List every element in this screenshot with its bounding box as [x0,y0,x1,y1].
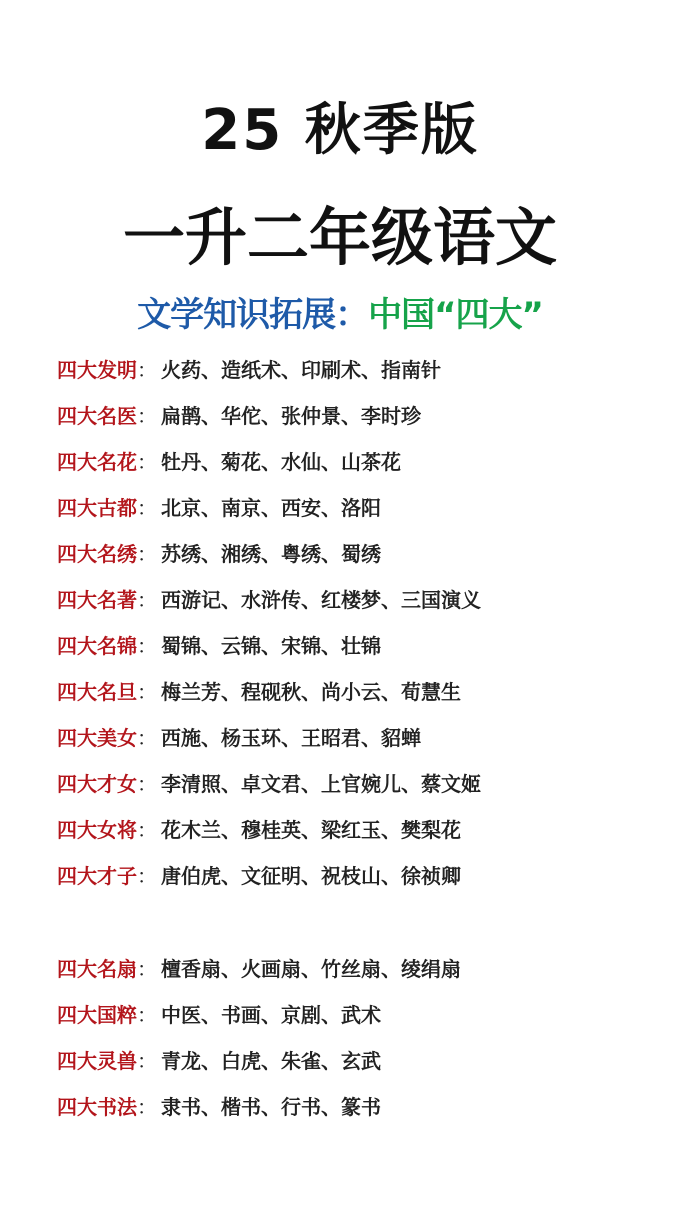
item-values: 牡丹、菊花、水仙、山茶花 [161,450,401,474]
item-values: 李清照、卓文君、上官婉儿、蔡文姬 [161,772,481,796]
list-item [57,538,657,584]
item-values: 唐伯虎、文征明、祝枝山、徐祯卿 [161,864,461,888]
list-item [57,768,657,814]
subtitle-part-2: 中国“四大” [368,295,543,335]
list-item [57,953,657,999]
item-colon: ： [137,772,157,796]
item-label: 四大灵兽 [57,1049,137,1073]
item-values: 北京、南京、西安、洛阳 [161,496,381,520]
item-values: 中医、书画、京剧、武术 [161,1003,381,1027]
item-label: 四大名扇 [57,957,137,981]
item-label: 四大发明 [57,358,137,382]
item-values: 檀香扇、火画扇、竹丝扇、绫绢扇 [161,957,461,981]
item-label: 四大才女 [57,772,137,796]
title-line-2: 一升二年级语文 [122,201,557,274]
list-item [57,492,657,538]
list-item [57,860,657,906]
item-values: 西游记、水浒传、红楼梦、三国演义 [161,588,481,612]
list-item [57,446,657,492]
item-colon: ： [137,542,157,566]
item-label: 四大女将 [57,818,137,842]
item-label: 四大国粹 [57,1003,137,1027]
list-item [57,1045,657,1091]
item-values: 蜀锦、云锦、宋锦、壮锦 [161,634,381,658]
item-values: 扁鹊、华佗、张仲景、李时珍 [161,404,421,428]
list-item [57,722,657,768]
item-colon: ： [137,957,157,981]
item-label: 四大名医 [57,404,137,428]
item-values: 梅兰芳、程砚秋、尚小云、荀慧生 [161,680,461,704]
list-item [57,1091,657,1137]
list-item [57,584,657,630]
item-values: 火药、造纸术、印刷术、指南针 [161,358,441,382]
item-colon: ： [137,634,157,658]
list-item [57,676,657,722]
list-group-1 [57,354,657,906]
item-colon: ： [137,1003,157,1027]
item-colon: ： [137,864,157,888]
item-colon: ： [137,726,157,750]
list-item [57,630,657,676]
title-line-1: 25 秋季版 [201,98,479,163]
item-colon: ： [137,588,157,612]
item-colon: ： [137,450,157,474]
item-values: 青龙、白虎、朱雀、玄武 [161,1049,381,1073]
list-item [57,999,657,1045]
item-values: 苏绣、湘绣、粤绣、蜀绣 [161,542,381,566]
item-colon: ： [137,680,157,704]
item-label: 四大美女 [57,726,137,750]
item-label: 四大名著 [57,588,137,612]
item-colon: ： [137,1095,157,1119]
item-label: 四大名旦 [57,680,137,704]
item-colon: ： [137,358,157,382]
item-values: 花木兰、穆桂英、梁红玉、樊梨花 [161,818,461,842]
list-group-2 [57,953,657,1137]
list-item [57,354,657,400]
item-colon: ： [137,818,157,842]
subtitle-part-1: 文学知识拓展： [137,295,369,335]
item-label: 四大名绣 [57,542,137,566]
subtitle [0,292,680,338]
item-label: 四大古都 [57,496,137,520]
item-values: 隶书、楷书、行书、篆书 [161,1095,381,1119]
list-item [57,814,657,860]
item-colon: ： [137,404,157,428]
item-values: 西施、杨玉环、王昭君、貂蝉 [161,726,421,750]
item-label: 四大名花 [57,450,137,474]
list-item [57,400,657,446]
item-colon: ： [137,496,157,520]
item-colon: ： [137,1049,157,1073]
item-label: 四大书法 [57,1095,137,1119]
item-label: 四大名锦 [57,634,137,658]
item-label: 四大才子 [57,864,137,888]
